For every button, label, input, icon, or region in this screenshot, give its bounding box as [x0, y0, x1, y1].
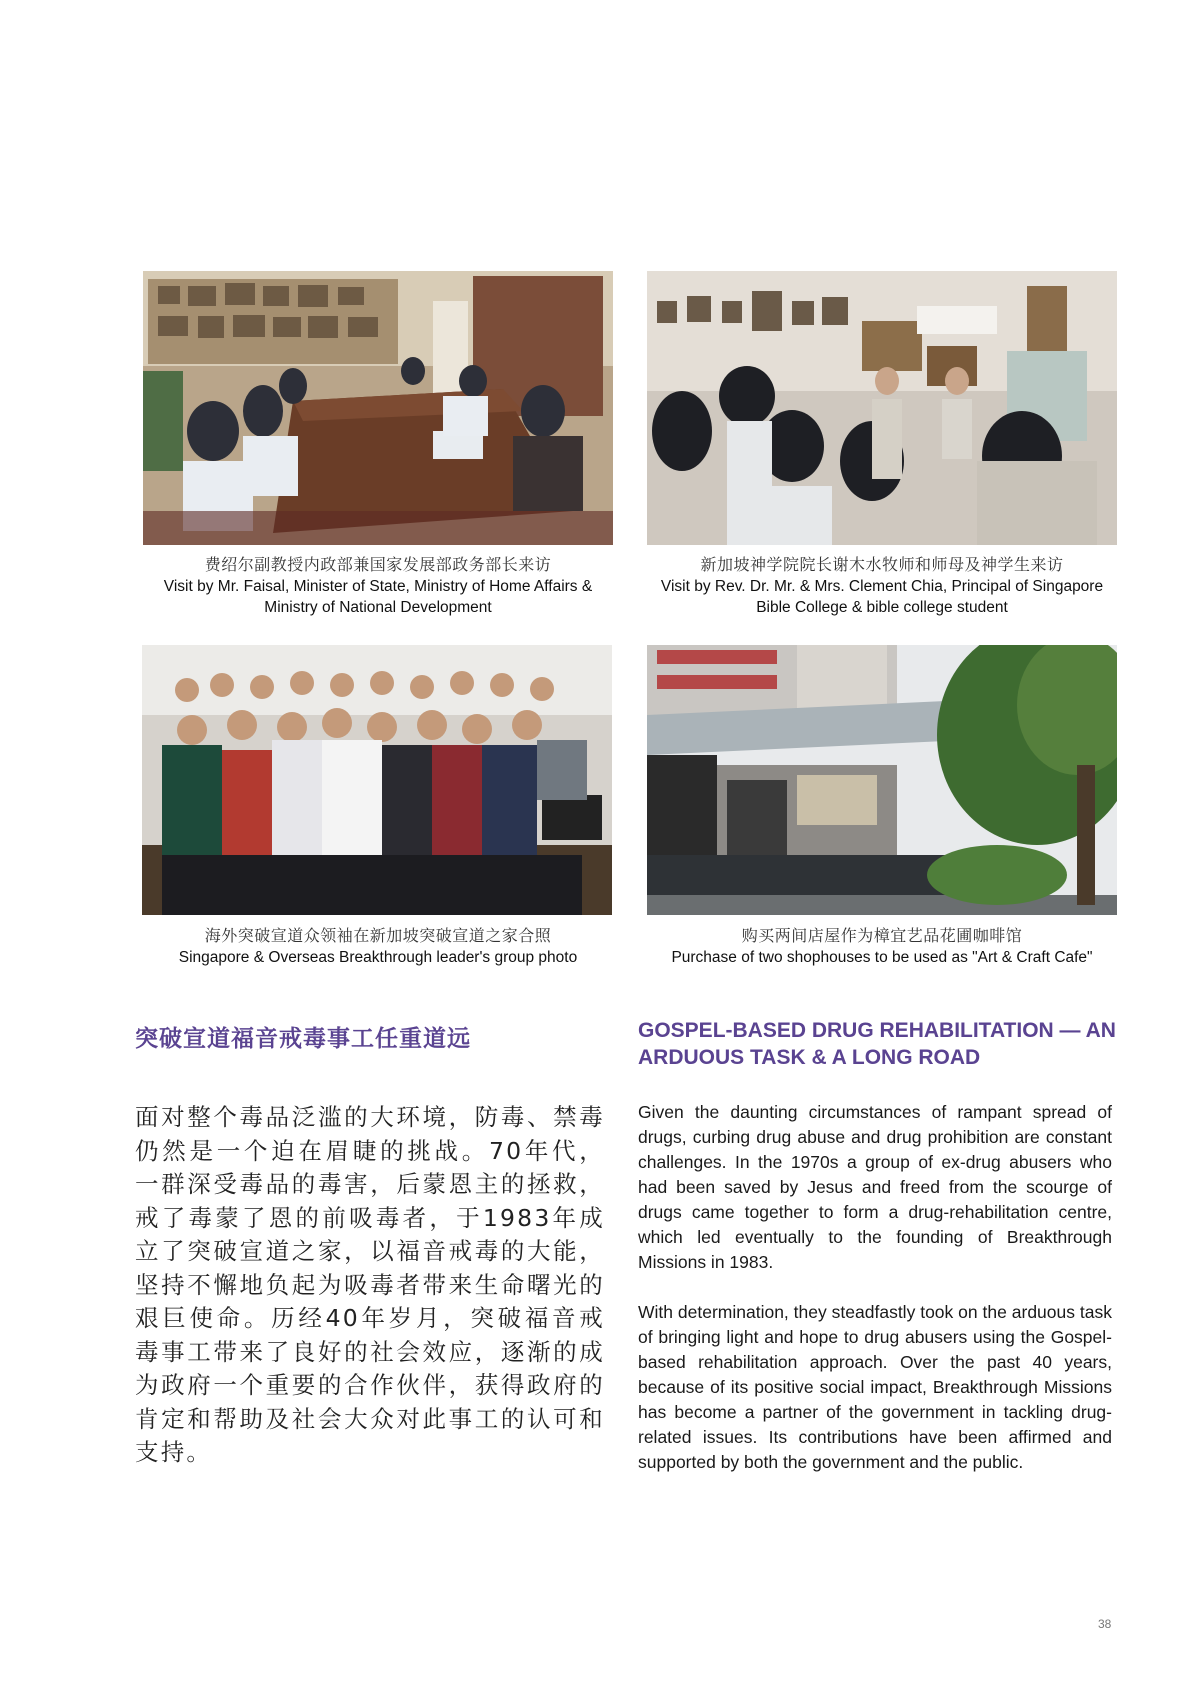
caption-minister-visit [143, 555, 613, 618]
caption-en: Purchase of two shophouses to be used as "Art & Craft Cafe" [671, 949, 1093, 966]
caption-en: Visit by Mr. Faisal, Minister of State, Ministry of Home Affairs & Ministry of National Development [163, 578, 593, 616]
caption-bible-college-visit [647, 555, 1117, 618]
article-body-en-paragraph-1: Given the daunting circumstances of rampant spread of drugs, curbing drug abuse and drug prohibition are constant challenges. In the 1970s a group of ex-drug abusers who had been saved by Jesus and freed from the scourge of drugs came together to form a drug-rehabilitation centre, which led eventually to the founding of Breakthrough Missions in 1983. [638, 1102, 1112, 1272]
article-heading-zh: 突破宣道福音戒毒事工任重道远 [135, 1025, 471, 1051]
article-heading-en: GOSPEL-BASED DRUG REHABILITATION — AN ARDUOUS TASK & A LONG ROAD [638, 1019, 1116, 1069]
photo-art-craft-cafe [647, 645, 1117, 915]
caption-en: Singapore & Overseas Breakthrough leader's group photo [178, 949, 578, 966]
page-number: 38 [1098, 1617, 1112, 1631]
caption-zh: 海外突破宣道众领袖在新加坡突破宣道之家合照 [204, 928, 552, 945]
caption-en: Visit by Rev. Dr. Mr. & Mrs. Clement Chia, Principal of Singapore Bible College & bible college student [660, 578, 1104, 616]
caption-zh: 费绍尔副教授内政部兼国家发展部政务部长来访 [204, 557, 552, 574]
photo-bible-college-visit [647, 271, 1117, 545]
article-body-zh: 面对整个毒品泛滥的大环境，防毒、禁毒仍然是一个迫在眉睫的挑战。70年代，一群深受毒品的毒害，后蒙恩主的拯救，戒了毒蒙了恩的前吸毒者，于1983年成立了突破宣道之家，以福音戒毒的大能，坚持不懈地负起为吸毒者带来生命曙光的艰巨使命。历经40年岁月，突破福音戒毒事工带来了良好的社会效应，逐渐的成为政府一个重要的合作伙伴，获得政府的肯定和帮助及社会大众对此事工的认可和支持。 [135, 1103, 605, 1466]
caption-art-craft-cafe [647, 926, 1117, 968]
photo-leaders-group [142, 645, 612, 915]
photo-minister-visit [143, 271, 613, 545]
caption-zh: 购买两间店屋作为樟宜艺品花圃咖啡馆 [741, 928, 1023, 945]
caption-leaders-group [143, 926, 613, 968]
caption-zh: 新加坡神学院院长谢木水牧师和师母及神学生来访 [700, 557, 1064, 574]
article-body-en-paragraph-2: With determination, they steadfastly took on the arduous task of bringing light and hope to drug abusers using the Gospel-based rehabilitation approach. Over the past 40 years, because of its positive social impact, Breakthrough Missions has become a partner of the government in tackling drug-related issues. Its contributions have been affirmed and supported by both the government and the public. [638, 1302, 1112, 1472]
